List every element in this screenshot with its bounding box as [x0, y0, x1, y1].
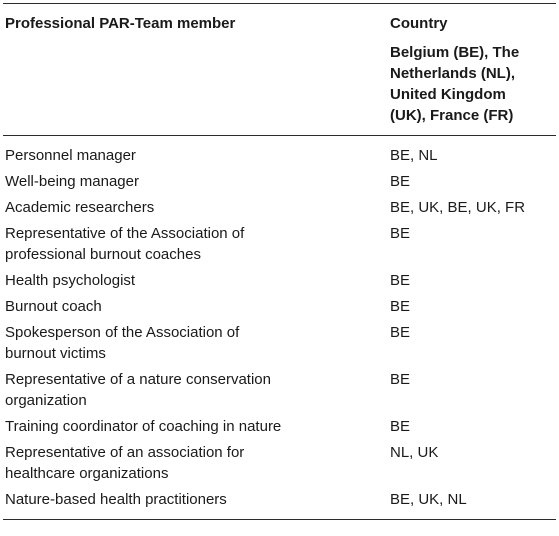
table-body [3, 136, 556, 519]
par-team-table [3, 3, 556, 520]
country-text: BE [390, 418, 411, 435]
member-text: Academic researchers [5, 199, 155, 216]
member-cell [3, 270, 390, 291]
country-cell [390, 322, 556, 364]
header-member-cell [3, 13, 390, 126]
member-cell [3, 145, 390, 166]
member-text: Representative of the Association of professional burnout coaches [5, 225, 245, 263]
table-row [3, 142, 556, 168]
table-row [3, 439, 556, 486]
member-cell [3, 322, 390, 364]
table-header [3, 4, 556, 135]
table-row [3, 267, 556, 293]
country-text: BE [390, 225, 411, 242]
member-cell [3, 223, 390, 265]
table-row [3, 293, 556, 319]
member-text: Representative of a nature conservation organization [5, 371, 271, 409]
member-cell [3, 296, 390, 317]
country-cell [390, 442, 556, 484]
country-text: BE [390, 371, 411, 388]
country-text: NL, UK [390, 444, 439, 461]
member-text: Training coordinator of coaching in nature [5, 418, 282, 435]
table-row [3, 168, 556, 194]
country-cell [390, 489, 556, 510]
country-text: BE [390, 298, 411, 315]
member-text: Nature-based health practitioners [5, 491, 227, 508]
table-row [3, 486, 556, 512]
table-row [3, 319, 556, 366]
country-text: BE [390, 173, 411, 190]
table-bottom-rule [3, 519, 556, 520]
country-cell [390, 369, 556, 411]
member-text: Health psychologist [5, 272, 136, 289]
country-cell [390, 270, 556, 291]
header-member-label: Professional PAR-Team member [5, 15, 236, 32]
header-country-label: Country [390, 15, 448, 32]
member-cell [3, 197, 390, 218]
country-cell [390, 416, 556, 437]
country-cell [390, 223, 556, 265]
country-cell [390, 171, 556, 192]
country-cell [390, 296, 556, 317]
table-row [3, 194, 556, 220]
country-text: BE, UK, BE, UK, FR [390, 199, 526, 216]
country-cell [390, 145, 556, 166]
member-text: Burnout coach [5, 298, 102, 315]
member-cell [3, 416, 390, 437]
member-cell [3, 489, 390, 510]
table-row [3, 220, 556, 267]
table-row [3, 366, 556, 413]
member-text: Representative of an association for healthcare organizations [5, 444, 245, 482]
member-text: Personnel manager [5, 147, 136, 164]
country-text: BE, UK, NL [390, 491, 467, 508]
country-text: BE, NL [390, 147, 438, 164]
member-cell [3, 442, 390, 484]
member-cell [3, 369, 390, 411]
member-text: Well-being manager [5, 173, 139, 190]
header-country-legend: Belgium (BE), The Netherlands (NL), United Kingdom (UK), France (FR) [390, 44, 520, 124]
header-country-cell [390, 13, 556, 126]
table-row [3, 413, 556, 439]
member-text: Spokesperson of the Association of burnout victims [5, 324, 240, 362]
country-cell [390, 197, 556, 218]
member-cell [3, 171, 390, 192]
country-text: BE [390, 324, 411, 341]
country-text: BE [390, 272, 411, 289]
